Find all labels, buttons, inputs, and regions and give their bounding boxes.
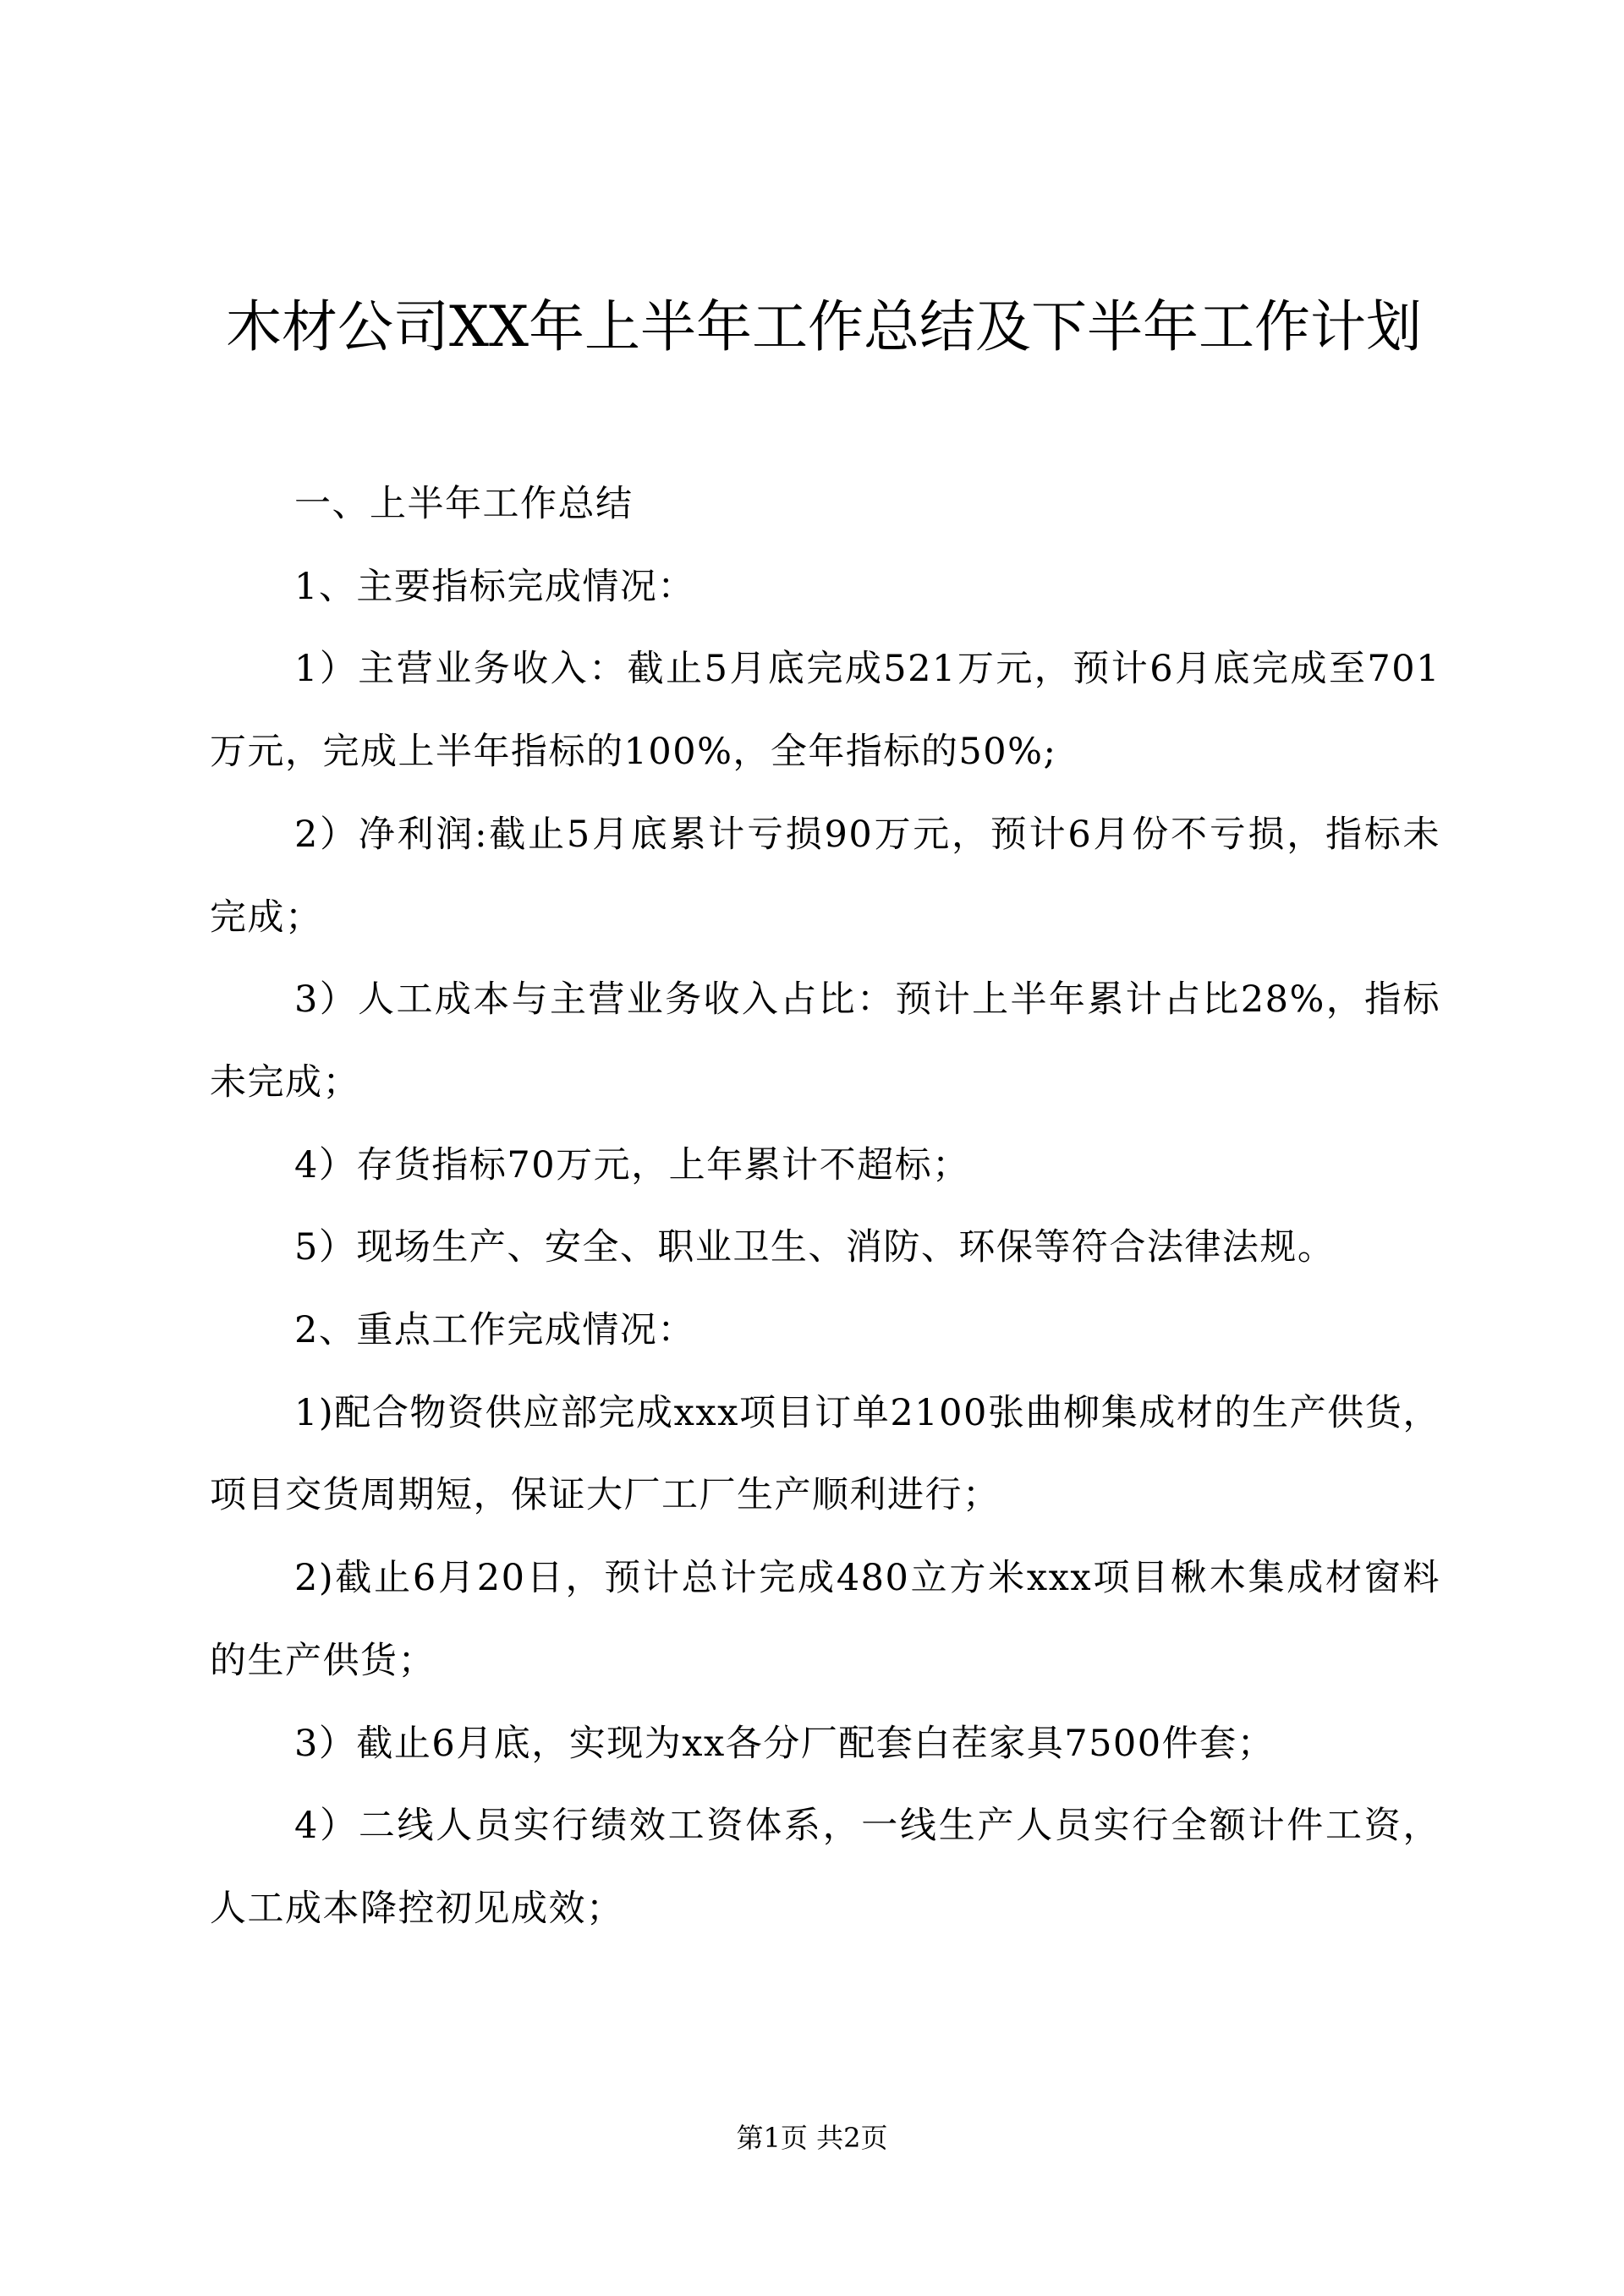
document-title: 木材公司XX年上半年工作总结及下半年工作计划: [226, 294, 1422, 359]
page-footer: [0, 2121, 1624, 2155]
list-item: 4）存货指标70万元，上年累计不超标；: [294, 1143, 970, 1186]
subsection-heading: 1、主要指标完成情况：: [294, 565, 695, 608]
list-item: 1)配合物资供应部完成xxx项目订单2100张曲柳集成材的生产供货，项目交货周期短，保证大厂工厂生产顺利进行；: [210, 1391, 1440, 1517]
list-item: 5）现场生产、安全、职业卫生、消防、环保等符合法律法规。: [294, 1226, 1336, 1269]
list-item: 1）主营业务收入：截止5月底完成521万元，预计6月底完成至701万元，完成上半年指标的100%，全年指标的50%;: [210, 648, 1440, 774]
list-item: 3）截止6月底，实现为xx各分厂配套白茬家具7500件套；: [294, 1722, 1276, 1765]
list-item: 4）二线人员实行绩效工资体系，一线生产人员实行全额计件工资，人工成本降控初见成效；: [210, 1805, 1440, 1930]
list-item: 2）净利润:截止5月底累计亏损90万元，预计6月份不亏损，指标未完成；: [210, 813, 1440, 939]
page-number-indicator: 第1页 共2页: [736, 2122, 888, 2154]
subsection-heading: 2、重点工作完成情况：: [294, 1309, 695, 1352]
list-item: 3）人工成本与主营业务收入占比：预计上半年累计占比28%，指标未完成；: [210, 978, 1440, 1104]
section-heading: 一、上半年工作总结: [294, 483, 634, 525]
document-body: [210, 463, 1440, 1951]
list-item: 2)截止6月20日，预计总计完成480立方米xxx项目楸木集成材窗料的生产供货；: [210, 1557, 1440, 1682]
